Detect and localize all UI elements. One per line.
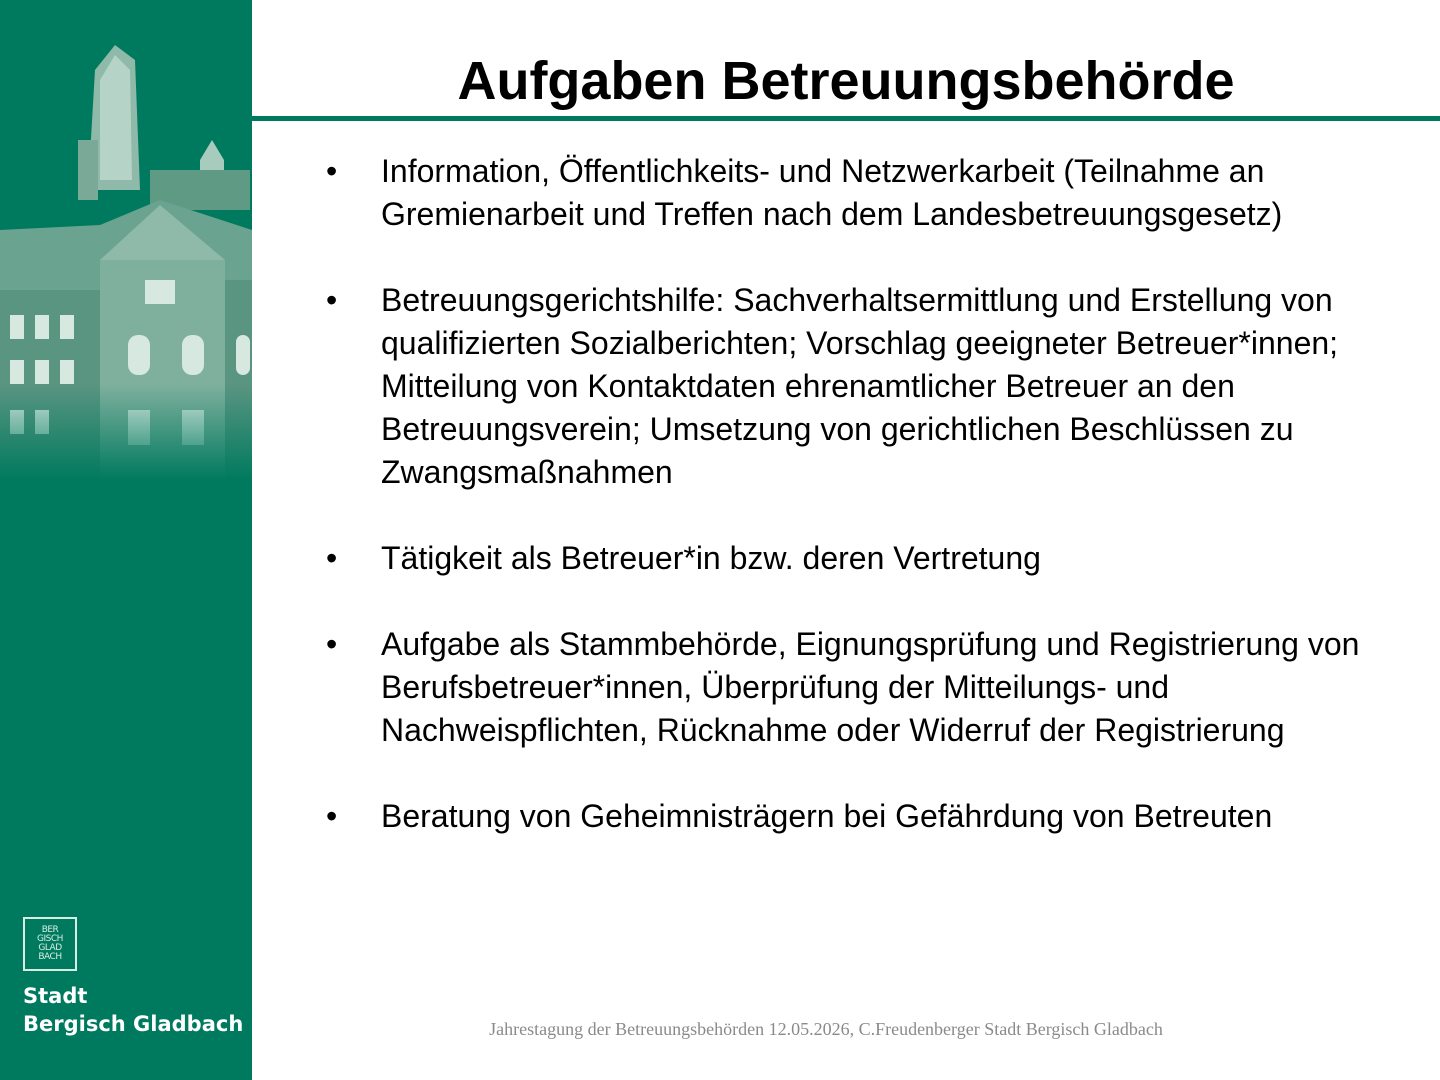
sidebar — [0, 0, 252, 1080]
city-logo — [23, 917, 77, 971]
bullet-item: • Information, Öffentlichkeits- und Netzwerkarbeit (Teilnahme an Gremienarbeit und Treffen nach dem Landesbetreuungsgesetz) — [322, 150, 1422, 236]
bullet-item: • Beratung von Geheimnisträgern bei Gefährdung von Betreuten — [322, 795, 1422, 838]
city-name-line2: Bergisch Gladbach — [23, 1012, 244, 1036]
city-name-line1: Stadt — [23, 984, 88, 1008]
logo-lettering — [37, 926, 63, 962]
city-name — [23, 982, 248, 1038]
town-hall-photo — [0, 0, 252, 480]
bullet-item: • Betreuungsgerichtshilfe: Sachverhaltsermittlung und Erstellung von qualifizierten Sozialberichten; Vorschlag geeigneter Betreuer*innen; Mitteilung von Kontaktdaten ehrenamtlicher Betreuer an den Betreuungsverein; Umsetzung von gerichtlichen Beschlüssen zu Zwangsmaßnahmen — [322, 279, 1422, 494]
bullet-item: • Aufgabe als Stammbehörde, Eignungsprüfung und Registrierung von Berufsbetreuer*innen, Überprüfung der Mitteilungs- und Nachweispflichten, Rücknahme oder Widerruf der Registrierung — [322, 623, 1422, 752]
bullet-item: • Tätigkeit als Betreuer*in bzw. deren Vertretung — [322, 537, 1422, 580]
title-divider — [252, 116, 1440, 121]
logo-line: GLAD — [38, 943, 62, 953]
slide-footer: Jahrestagung der Betreuungsbehörden 12.05.2026, C.Freudenberger Stadt Bergisch Gladbach — [489, 1019, 1163, 1039]
logo-line: BACH — [38, 952, 62, 962]
slide-title: Aufgaben Betreuungsbehörde — [457, 51, 1235, 111]
bullet-list — [322, 150, 1422, 881]
logo-line: GISCH — [37, 934, 63, 944]
logo-line: BER — [41, 925, 59, 935]
